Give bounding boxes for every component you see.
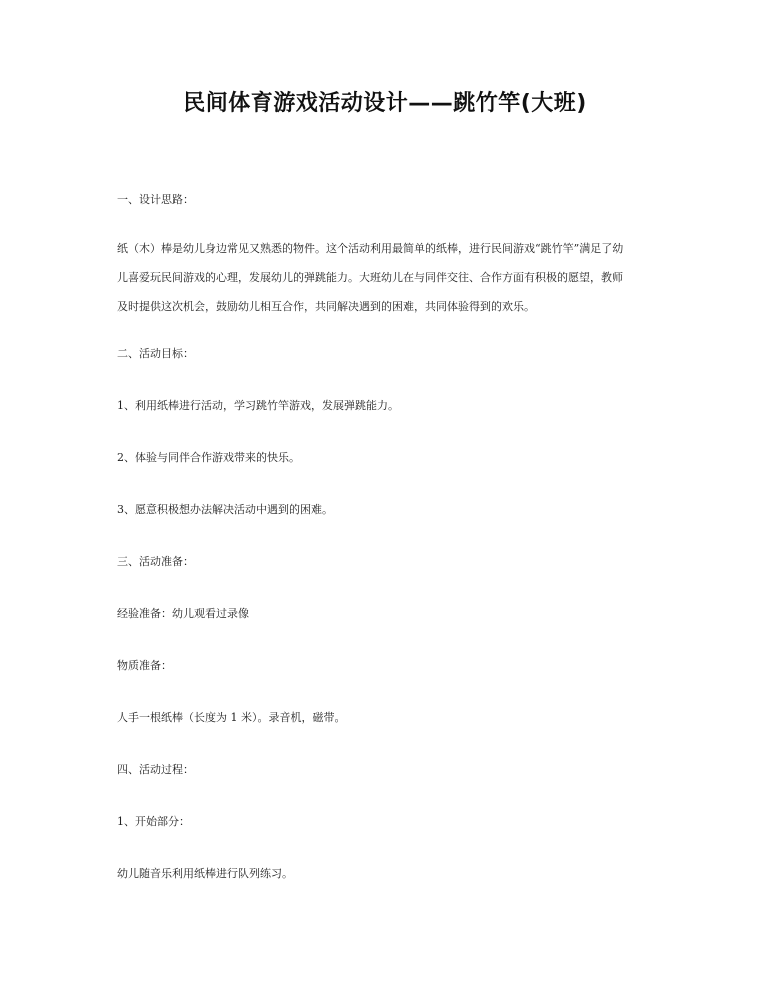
- document-title: 民间体育游戏活动设计——跳竹竿(大班): [183, 91, 587, 116]
- design-idea-line-2: 儿喜爱玩民间游戏的心理，发展幼儿的弹跳能力。大班幼儿在与同伴交往、合作方面有积极的愿望，教师: [117, 271, 623, 284]
- section-heading-preparation: 三、活动准备：: [117, 555, 194, 568]
- section-heading-design-idea: 一、设计思路：: [117, 193, 194, 206]
- prep-material-label: 物质准备：: [117, 659, 172, 672]
- goal-item-1: 1、利用纸棒进行活动，学习跳竹竿游戏，发展弹跳能力。: [117, 399, 399, 412]
- prep-material: 人手一根纸棒（长度为 1 米）。录音机，磁带。: [117, 711, 346, 724]
- prep-experience: 经验准备：幼儿观看过录像: [117, 607, 249, 620]
- design-idea-paragraph: [117, 234, 657, 321]
- goal-item-3: 3、愿意积极想办法解决活动中遇到的困难。: [117, 503, 333, 516]
- section-heading-goals: 二、活动目标：: [117, 347, 194, 360]
- goal-item-2: 2、体验与同伴合作游戏带来的快乐。: [117, 451, 300, 464]
- step-1-body: 幼儿随音乐利用纸棒进行队列练习。: [117, 867, 293, 880]
- design-idea-line-1: 纸（木）棒是幼儿身边常见又熟悉的物件。这个活动利用最简单的纸棒，进行民间游戏“跳竹竿”满足了幼: [117, 242, 624, 255]
- step-1-heading: 1、开始部分：: [117, 815, 190, 828]
- section-heading-process: 四、活动过程：: [117, 763, 194, 776]
- design-idea-line-3: 及时提供这次机会，鼓励幼儿相互合作，共同解决遇到的困难，共同体验得到的欢乐。: [117, 300, 535, 313]
